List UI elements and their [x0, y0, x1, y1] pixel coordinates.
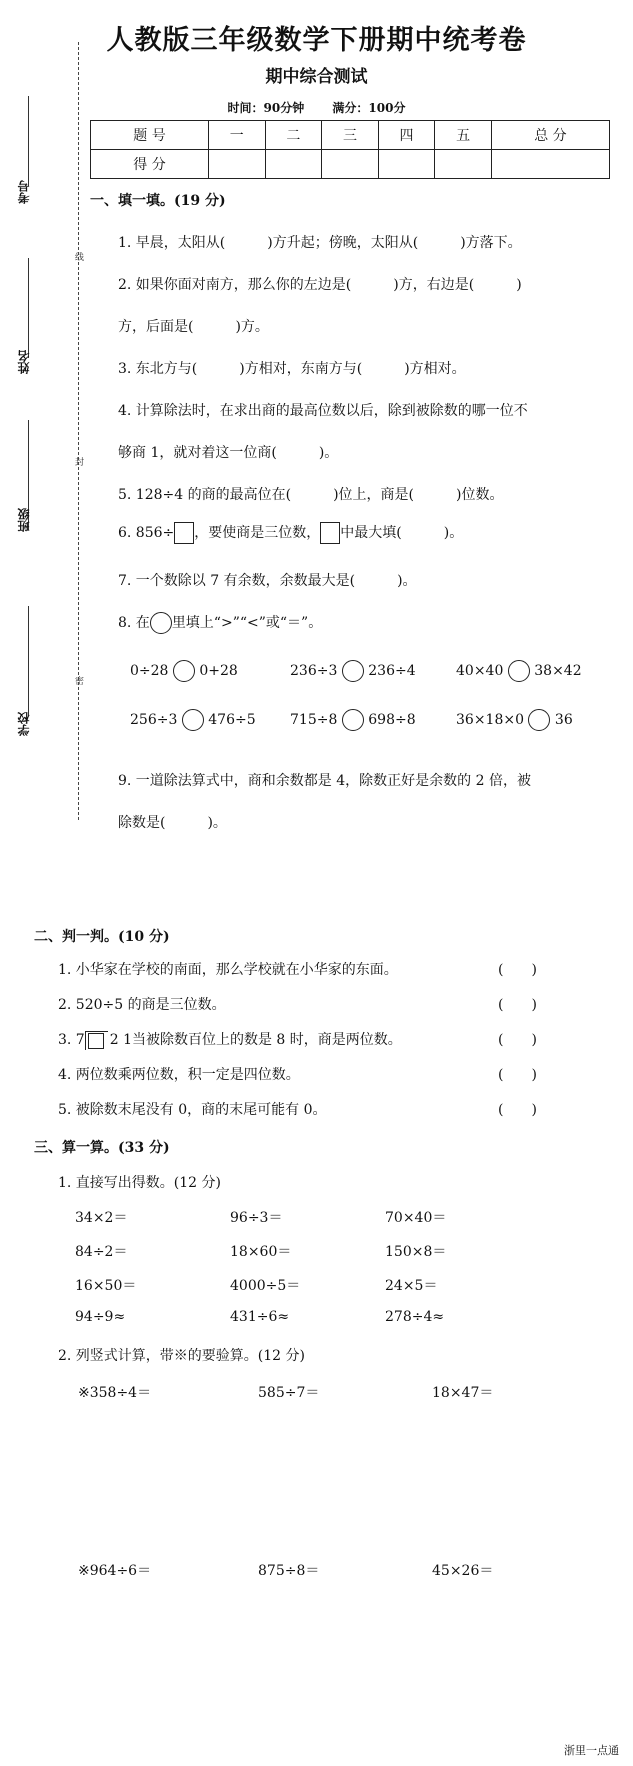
- section-1-title: 一、填一填。(19 分): [90, 193, 226, 209]
- sub-question-1: 1. 直接写出得数。(12 分): [58, 1175, 221, 1191]
- compare-right: 38×42: [534, 663, 582, 679]
- question-1-2a: 2. 如果你面对南方，那么你的左边是( )方，右边是( ): [118, 277, 522, 293]
- binding-line: [78, 42, 79, 820]
- compare-left: 36×18×0: [456, 712, 524, 728]
- compare-circle[interactable]: [173, 660, 195, 682]
- oral-calc: 84÷2＝: [75, 1244, 128, 1260]
- oral-calc: 150×8＝: [385, 1244, 447, 1260]
- binding-mark-seal: 封: [73, 457, 83, 466]
- binding-mark-secret: 密: [73, 676, 83, 685]
- compare-left: 715÷8: [290, 712, 338, 728]
- judge-item-1: 1. 小华家在学校的南面，那么学校就在小华家的东面。: [58, 962, 398, 978]
- oral-calc: 94÷9≈: [75, 1309, 126, 1325]
- judge-item-4: 4. 两位数乘两位数，积一定是四位数。: [58, 1067, 300, 1083]
- exam-info: [0, 99, 633, 116]
- compare-circle[interactable]: [342, 709, 364, 731]
- vertical-calc: ※964÷6＝: [78, 1563, 152, 1579]
- long-division-bracket-icon: [85, 1031, 108, 1050]
- judge-answer-1[interactable]: ( ): [498, 962, 537, 978]
- name-label: 姓名: [17, 350, 31, 374]
- sub-question-2: 2. 列竖式计算，带※的要验算。(12 分): [58, 1348, 305, 1364]
- score-cell[interactable]: [491, 150, 609, 179]
- score-header-cell: 题 号: [91, 121, 209, 150]
- judge-item-5: 5. 被除数末尾没有 0，商的末尾可能有 0。: [58, 1102, 327, 1118]
- page-title: 人教版三年级数学下册期中统考卷: [106, 25, 527, 56]
- compare-circle[interactable]: [182, 709, 204, 731]
- judge-3-number: 3. 7: [58, 1032, 85, 1048]
- compare-left: 256÷3: [130, 712, 178, 728]
- footer-watermark: 浙里一点通: [564, 1744, 619, 1757]
- q6-suffix: 中最大填( )。: [340, 525, 464, 541]
- question-1-4a: 4. 计算除法时，在求出商的最高位数以后，除到被除数的哪一位不: [118, 403, 528, 419]
- answer-box[interactable]: [174, 522, 194, 544]
- oral-calc: 18×60＝: [230, 1244, 292, 1260]
- judge-answer-3[interactable]: ( ): [498, 1032, 537, 1048]
- judge-answer-5[interactable]: ( ): [498, 1102, 537, 1118]
- compare-item: [130, 709, 256, 731]
- oral-calc: 16×50＝: [75, 1278, 137, 1294]
- score-header-cell: 四: [378, 121, 435, 150]
- compare-right: 0+28: [199, 663, 238, 679]
- score-cell[interactable]: [322, 150, 379, 179]
- section-3-title: 三、算一算。(33 分): [34, 1140, 170, 1156]
- oral-calc: 4000÷5＝: [230, 1278, 301, 1294]
- q8-suffix: 里填上“>”“<”或“＝”。: [171, 615, 323, 631]
- full-score: 满分：100分: [332, 101, 406, 115]
- vertical-calc: 45×26＝: [432, 1563, 494, 1579]
- answer-box[interactable]: [320, 522, 340, 544]
- compare-right: 36: [554, 712, 573, 728]
- oral-calc: 278÷4≈: [385, 1309, 445, 1325]
- question-1-6: [118, 522, 463, 544]
- score-header-cell: 二: [265, 121, 322, 150]
- compare-right: 236÷4: [368, 663, 416, 679]
- q8-prefix: 8. 在: [118, 615, 150, 631]
- question-1-2b: 方，后面是( )方。: [118, 319, 269, 335]
- oral-calc: 34×2＝: [75, 1210, 128, 1226]
- compare-item: [456, 660, 582, 682]
- question-1-9a: 9. 一道除法算式中，商和余数都是 4，除数正好是余数的 2 倍，被: [118, 773, 531, 789]
- exam-number-label: 考号: [17, 180, 31, 204]
- compare-right: 476÷5: [208, 712, 256, 728]
- judge-3-digits: 2 1: [109, 1032, 132, 1048]
- question-1-7: 7. 一个数除以 7 有余数，余数最大是( )。: [118, 573, 417, 589]
- judge-item-3: [58, 1029, 402, 1050]
- score-cell[interactable]: [265, 150, 322, 179]
- question-1-1: 1. 早晨，太阳从( )方升起；傍晚，太阳从( )方落下。: [118, 235, 522, 251]
- compare-left: 40×40: [456, 663, 504, 679]
- vertical-calc: 18×47＝: [432, 1385, 494, 1401]
- school-line: [28, 606, 29, 716]
- question-1-8: [118, 612, 322, 634]
- compare-circle-icon: [150, 612, 172, 634]
- compare-item: [456, 709, 573, 731]
- score-cell[interactable]: [209, 150, 266, 179]
- judge-answer-2[interactable]: ( ): [498, 997, 537, 1013]
- answer-box[interactable]: [88, 1033, 104, 1049]
- exam-number-line: [28, 96, 29, 186]
- score-row-label: 得 分: [91, 150, 209, 179]
- compare-circle[interactable]: [342, 660, 364, 682]
- oral-calc: 70×40＝: [385, 1210, 447, 1226]
- score-header-cell: 一: [209, 121, 266, 150]
- question-1-3: 3. 东北方与( )方相对，东南方与( )方相对。: [118, 361, 466, 377]
- oral-calc: 24×5＝: [385, 1278, 438, 1294]
- compare-item: [290, 709, 416, 731]
- question-1-4b: 够商 1，就对着这一位商( )。: [118, 445, 339, 461]
- class-label: 班级: [17, 508, 31, 532]
- compare-right: 698÷8: [368, 712, 416, 728]
- q6-middle: ，要使商是三位数，: [194, 525, 321, 541]
- q6-prefix: 6. 856÷: [118, 525, 175, 541]
- score-header-cell: 总 分: [491, 121, 609, 150]
- vertical-calc: ※358÷4＝: [78, 1385, 152, 1401]
- compare-item: [290, 660, 416, 682]
- judge-answer-4[interactable]: ( ): [498, 1067, 537, 1083]
- school-label: 学校: [17, 712, 31, 736]
- vertical-calc: 875÷8＝: [258, 1563, 320, 1579]
- score-header-cell: 三: [322, 121, 379, 150]
- vertical-calc: 585÷7＝: [258, 1385, 320, 1401]
- judge-3-text: 当被除数百位上的数是 8 时，商是两位数。: [131, 1032, 402, 1048]
- score-header-cell: 五: [435, 121, 492, 150]
- oral-calc: 431÷6≈: [230, 1309, 290, 1325]
- binding-mark-line: 线: [73, 252, 83, 261]
- compare-circle[interactable]: [528, 709, 550, 731]
- compare-left: 236÷3: [290, 663, 338, 679]
- compare-item: [130, 660, 238, 682]
- score-table: [90, 120, 610, 179]
- compare-circle[interactable]: [508, 660, 530, 682]
- question-1-9b: 除数是( )。: [118, 815, 227, 831]
- score-cell[interactable]: [378, 150, 435, 179]
- page-subtitle: 期中综合测试: [265, 67, 368, 87]
- name-line: [28, 258, 29, 358]
- question-1-5: 5. 128÷4 的商的最高位在( )位上，商是( )位数。: [118, 487, 504, 503]
- oral-calc: 96÷3＝: [230, 1210, 283, 1226]
- time-limit: 时间：90分钟: [227, 101, 305, 115]
- section-2-title: 二、判一判。(10 分): [34, 929, 170, 945]
- score-cell[interactable]: [435, 150, 492, 179]
- judge-item-2: 2. 520÷5 的商是三位数。: [58, 997, 226, 1013]
- compare-left: 0÷28: [130, 663, 169, 679]
